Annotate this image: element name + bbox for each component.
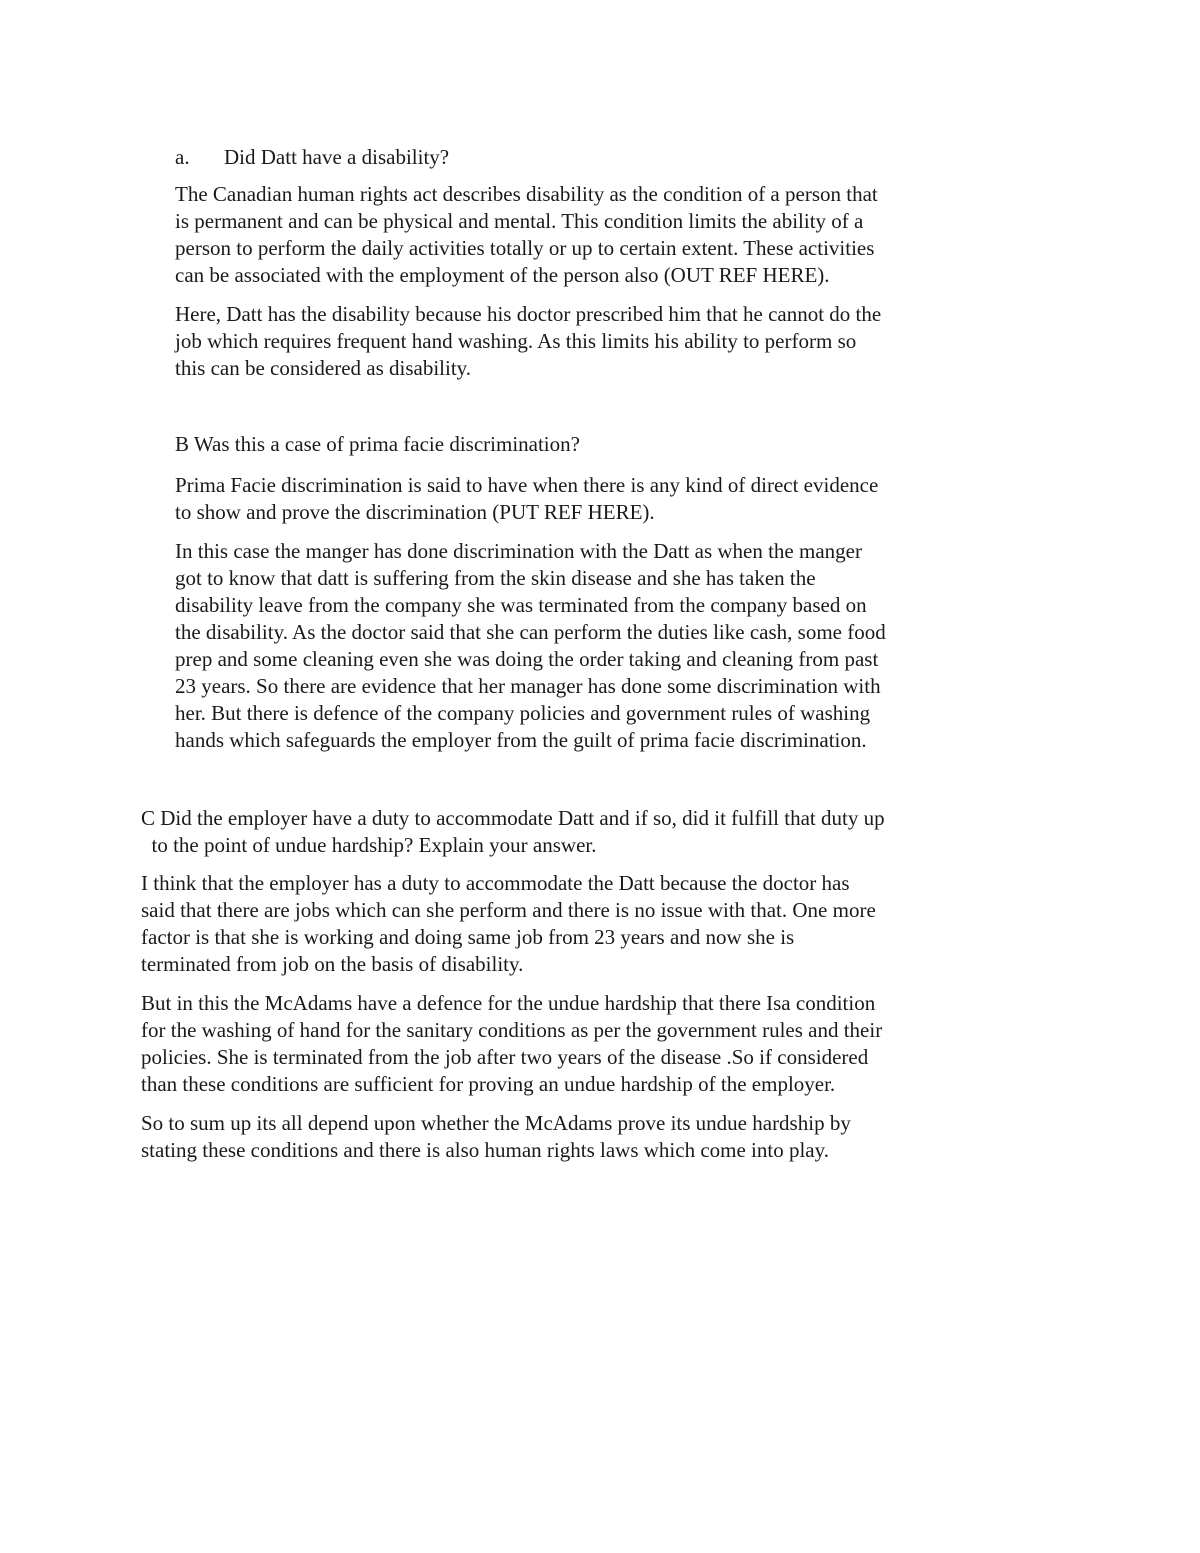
answer-c-paragraph-1: I think that the employer has a duty to accommodate the Datt because the doctor has said that there are jobs which can she perform and there is no issue with that. One more factor is that she is working and doing same job from 23 years and now she is terminated from job on the basis of disability. [141, 871, 876, 976]
answer-c-paragraph-3: So to sum up its all depend upon whether the McAdams prove its undue hardship by stating these conditions and there is also human rights laws which come into play. [141, 1111, 851, 1162]
question-a-text: Did Datt have a disability? [224, 145, 450, 169]
question-c: C Did the employer have a duty to accommodate Datt and if so, did it fulfill that duty up to the point of undue hardship? Explain your answer. [141, 806, 885, 857]
answer-a-paragraph-2: Here, Datt has the disability because his doctor prescribed him that he cannot do the job which requires frequent hand washing. As this limits his ability to perform so this can be considered as disability. [175, 302, 882, 380]
question-a-marker: a. [175, 145, 190, 169]
answer-c-paragraph-2: But in this the McAdams have a defence for the undue hardship that there Isa condition for the washing of hand for the sanitary conditions as per the government rules and their policies. She is terminated from the job after two years of the disease .So if considered than these conditions are sufficient for proving an undue hardship of the employer. [141, 991, 883, 1096]
question-b: B Was this a case of prima facie discrimination? [175, 432, 580, 456]
answer-b-paragraph-2: In this case the manger has done discrimination with the Datt as when the manger got to know that datt is suffering from the skin disease and she has taken the disability leave from the company she was terminated from the company based on the disability. As the doctor said that she can perform the duties like cash, some food prep and some cleaning even she was doing the order taking and cleaning from past 23 years. So there are evidence that her manager has done some discrimination with her. But there is defence of the company policies and government rules of washing hands which safeguards the employer from the guilt of prima facie discrimination. [175, 539, 886, 752]
answer-a-paragraph-1: The Canadian human rights act describes disability as the condition of a person that is permanent and can be physical and mental. This condition limits the ability of a person to perform the daily activities totally or up to certain extent. These activities can be associated with the employment of the person also (OUT REF HERE). [175, 182, 878, 287]
answer-b-paragraph-1: Prima Facie discrimination is said to have when there is any kind of direct evidence to show and prove the discrimination (PUT REF HERE). [175, 473, 879, 524]
question-a [175, 144, 449, 171]
